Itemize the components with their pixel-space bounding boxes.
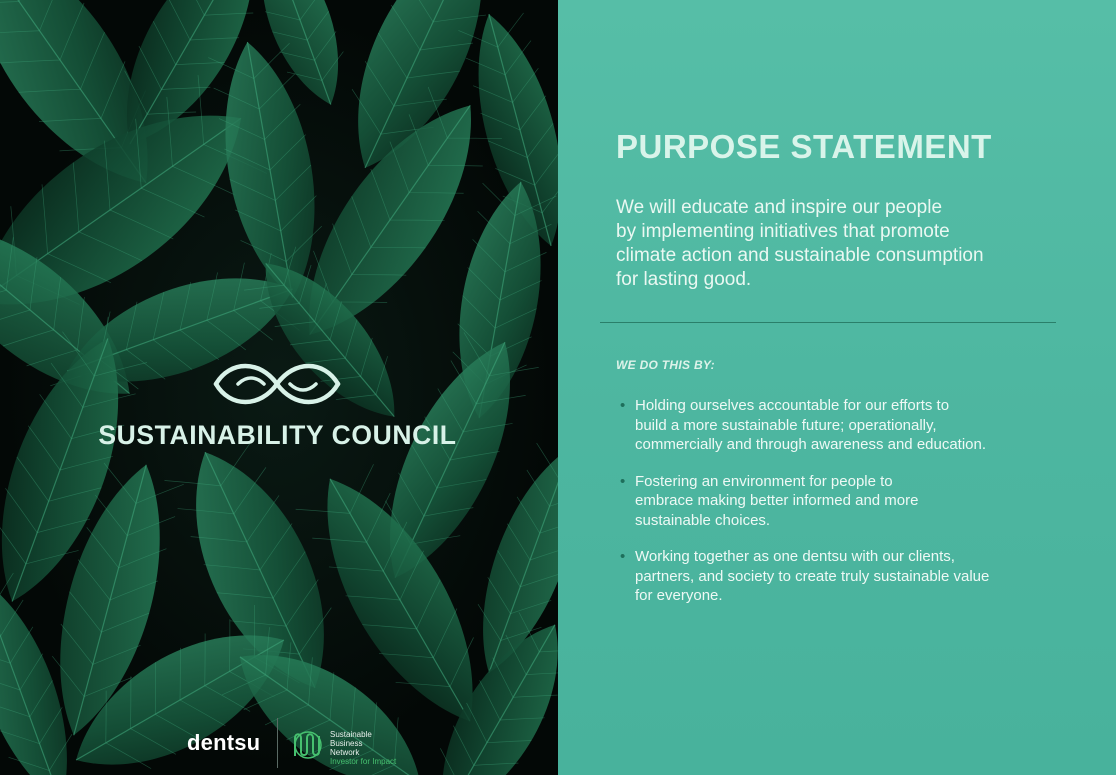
statement-line: climate action and sustainable consumption xyxy=(616,245,984,266)
bullet-line: Working together as one dentsu with our clients, xyxy=(635,548,955,565)
statement-line: We will educate and inspire our people xyxy=(616,197,943,218)
sbn-wordmark xyxy=(330,730,396,766)
purpose-statement xyxy=(616,196,1056,292)
infinity-leaf-icon xyxy=(210,354,344,410)
section-divider xyxy=(600,322,1056,323)
bullet-dot-icon: • xyxy=(620,472,626,490)
list-item xyxy=(616,396,1066,455)
list-item xyxy=(616,472,1066,531)
sbn-spiral-icon xyxy=(291,730,325,760)
subheading: WE DO THIS BY: xyxy=(616,358,715,372)
bullet-line: build a more sustainable future; operationally, xyxy=(635,416,937,434)
bullet-list xyxy=(616,396,1066,623)
sbn-line-3: Network xyxy=(330,748,360,757)
list-item xyxy=(616,547,1066,606)
sbn-tagline: Investor for Impact xyxy=(330,757,397,766)
bullet-line: sustainable choices. xyxy=(635,511,771,529)
statement-line: for lasting good. xyxy=(616,269,752,290)
page-title: PURPOSE STATEMENT xyxy=(616,128,992,165)
bullet-line: embrace making better informed and more xyxy=(635,492,919,509)
bullet-line: commercially and through awareness and education. xyxy=(635,436,987,453)
bullet-line: Holding ourselves accountable for our efforts to xyxy=(635,397,950,414)
bullet-dot-icon: • xyxy=(620,397,626,414)
bullet-line: for everyone. xyxy=(635,587,723,604)
sbn-line-1: Sustainable xyxy=(330,730,372,739)
bullet-line: Fostering an environment for people to xyxy=(635,472,893,490)
sbn-line-2: Business xyxy=(330,739,363,748)
bullet-dot-icon: • xyxy=(620,548,626,565)
statement-line: by implementing initiatives that promote xyxy=(616,221,950,242)
brand-divider xyxy=(277,718,278,768)
council-title: SUSTAINABILITY COUNCIL xyxy=(98,420,457,450)
bullet-line: partners, and society to create truly sustainable value xyxy=(635,567,990,585)
purpose-panel xyxy=(558,0,1116,775)
dentsu-logo: dentsu xyxy=(187,730,261,755)
